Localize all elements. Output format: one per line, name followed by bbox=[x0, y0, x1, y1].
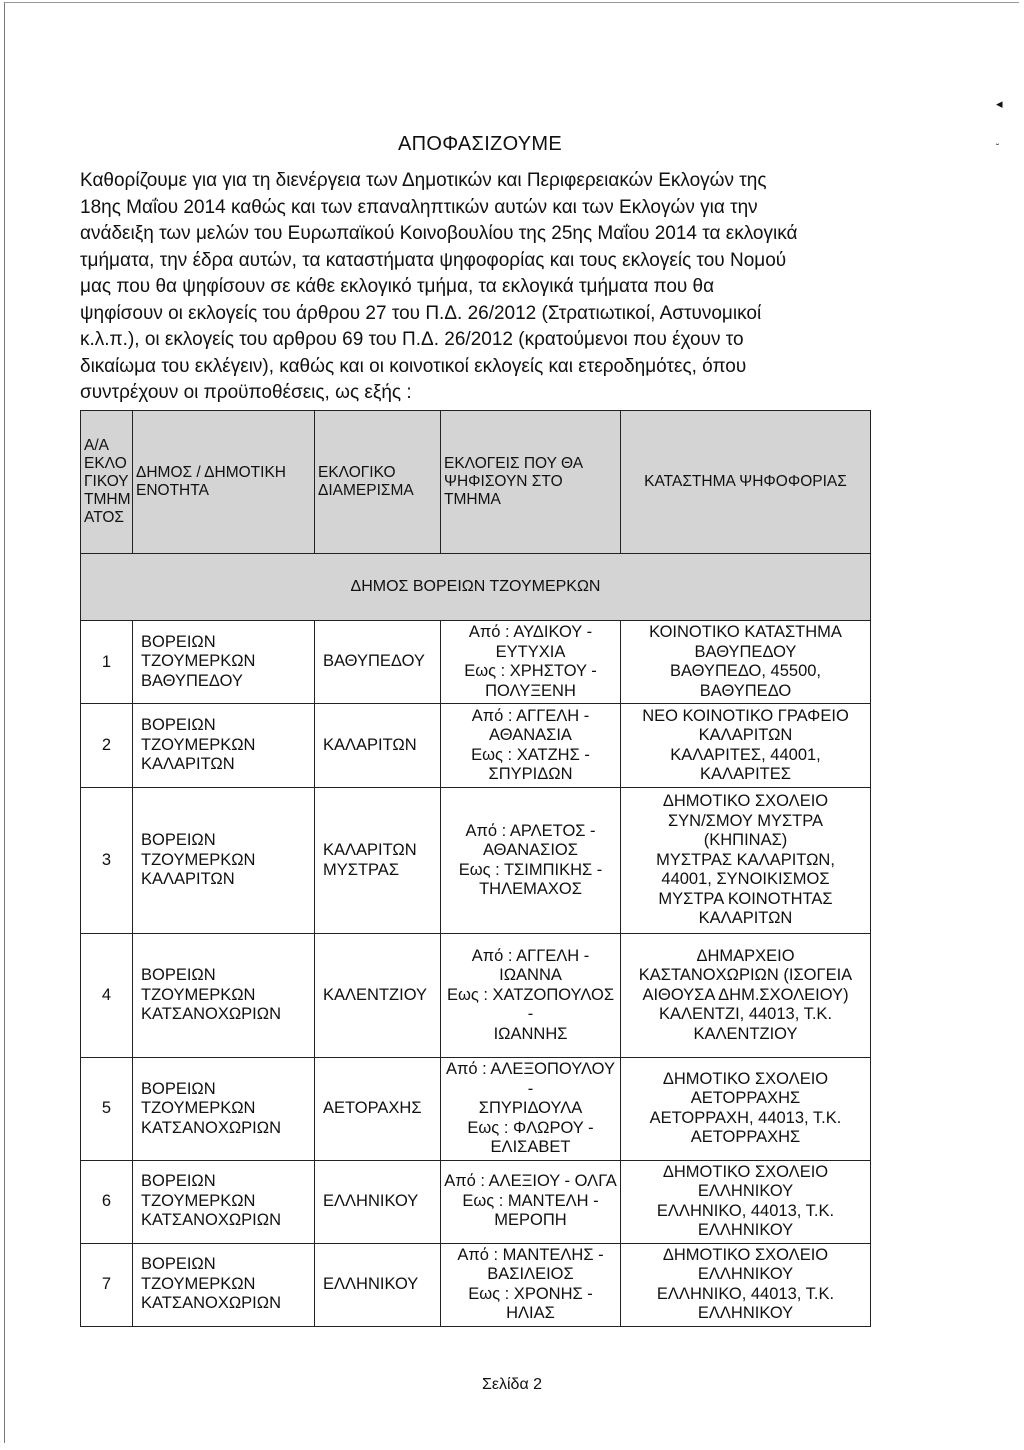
intro-line: συντρέχουν οι προϋποθέσεις, ως εξής : bbox=[80, 382, 412, 403]
row-district-cell: ΒΑΘΥΠΕΔΟΥ bbox=[315, 621, 441, 704]
row-voters-cell: Από : ΑΡΛΕΤΟΣ - ΑΘΑΝΑΣΙΟΣ Εως : ΤΣΙΜΠΙΚΗΣ - ΤΗΛΕΜΑΧΟΣ bbox=[441, 788, 621, 934]
table-row bbox=[81, 788, 871, 934]
row-station-cell: ΔΗΜΟΤΙΚΟ ΣΧΟΛΕΙΟ ΑΕΤΟΡΡΑΧΗΣ ΑΕΤΟΡΡΑΧΗ, 44013, Τ.Κ. ΑΕΤΟΡΡΑΧΗΣ bbox=[621, 1058, 871, 1161]
table-row bbox=[81, 621, 871, 704]
page-number: Σελίδα 2 bbox=[481, 1376, 543, 1393]
row-number-cell: 1 bbox=[81, 621, 133, 704]
table-row bbox=[81, 704, 871, 788]
row-unit-cell: ΒΟΡΕΙΩΝ ΤΖΟΥΜΕΡΚΩΝ ΚΑΤΣΑΝΟΧΩΡΙΩΝ bbox=[133, 1058, 315, 1161]
row-number-cell: 6 bbox=[81, 1160, 133, 1243]
table-row bbox=[81, 1243, 871, 1326]
intro-paragraph bbox=[80, 168, 870, 407]
row-station-cell: ΔΗΜΟΤΙΚΟ ΣΧΟΛΕΙΟ ΣΥΝ/ΣΜΟΥ ΜΥΣΤΡΑ (ΚΗΠΙΝΑΣ) ΜΥΣΤΡΑΣ ΚΑΛΑΡΙΤΩΝ, 44001, ΣΥΝΟΙΚΙΣΜΟΣ ΜΥΣΤΡΑ ΚΟΙΝΟΤΗΤΑΣ ΚΑΛΑΡΙΤΩΝ bbox=[621, 788, 871, 934]
polling-stations-table bbox=[80, 410, 871, 1327]
row-voters-cell: Από : ΑΥΔΙΚΟΥ - ΕΥΤΥΧΙΑ Εως : ΧΡΗΣΤΟΥ - ΠΟΛΥΞΕΝΗ bbox=[441, 621, 621, 704]
header-district: ΕΚΛΟΓΙΚΟ ΔΙΑΜΕΡΙΣΜΑ bbox=[315, 411, 441, 554]
row-station-cell: ΔΗΜΟΤΙΚΟ ΣΧΟΛΕΙΟ ΕΛΛΗΝΙΚΟΥ ΕΛΛΗΝΙΚΟ, 44013, Τ.Κ. ΕΛΛΗΝΙΚΟΥ bbox=[621, 1243, 871, 1326]
row-station-cell: ΔΗΜΟΤΙΚΟ ΣΧΟΛΕΙΟ ΕΛΛΗΝΙΚΟΥ ΕΛΛΗΝΙΚΟ, 44013, Τ.Κ. ΕΛΛΗΝΙΚΟΥ bbox=[621, 1160, 871, 1243]
table-row bbox=[81, 934, 871, 1058]
row-unit-cell: ΒΟΡΕΙΩΝ ΤΖΟΥΜΕΡΚΩΝ ΚΑΛΑΡΙΤΩΝ bbox=[133, 704, 315, 788]
row-district-cell: ΚΑΛΑΡΙΤΩΝ ΜΥΣΤΡΑΣ bbox=[315, 788, 441, 934]
table-header-row bbox=[81, 411, 871, 554]
row-unit-cell: ΒΟΡΕΙΩΝ ΤΖΟΥΜΕΡΚΩΝ ΚΑΤΣΑΝΟΧΩΡΙΩΝ bbox=[133, 1160, 315, 1243]
header-voters: ΕΚΛΟΓΕΙΣ ΠΟΥ ΘΑ ΨΗΦΙΣΟΥΝ ΣΤΟ ΤΜΗΜΑ bbox=[441, 411, 621, 554]
row-voters-cell: Από : ΑΓΓΕΛΗ - ΙΩΑΝΝΑ Εως : ΧΑΤΖΟΠΟΥΛΟΣ - ΙΩΑΝΝΗΣ bbox=[441, 934, 621, 1058]
row-district-cell: ΚΑΛΕΝΤΖΙΟΥ bbox=[315, 934, 441, 1058]
header-station: ΚΑΤΑΣΤΗΜΑ ΨΗΦΟΦΟΡΙΑΣ bbox=[621, 411, 871, 554]
row-number-cell: 2 bbox=[81, 704, 133, 788]
intro-line: τμήματα, την έδρα αυτών, τα καταστήματα ψηφοφορίας και τους εκλογείς του Νομού bbox=[80, 249, 787, 271]
table-row bbox=[81, 1058, 871, 1161]
intro-line: 18ης Μαΐου 2014 καθώς και των επαναληπτικών αυτών και των Εκλογών για την bbox=[80, 196, 758, 218]
row-station-cell: ΔΗΜΑΡΧΕΙΟ ΚΑΣΤΑΝΟΧΩΡΙΩΝ (ΙΣΟΓΕΙΑ ΑΙΘΟΥΣΑ ΔΗΜ.ΣΧΟΛΕΙΟΥ) ΚΑΛΕΝΤΖΙ, 44013, Τ.Κ. ΚΑΛΕΝΤΖΙΟΥ bbox=[621, 934, 871, 1058]
header-number: Α/Α ΕΚΛΟ ΓΙΚΟΥ ΤΜΗΜ ΑΤΟΣ bbox=[81, 411, 133, 554]
intro-line: ανάδειξη των μελών του Ευρωπαϊκού Κοινοβουλίου της 25ης Μαΐου 2014 τα εκλογικά bbox=[80, 223, 798, 244]
row-district-cell: ΕΛΛΗΝΙΚΟΥ bbox=[315, 1243, 441, 1326]
intro-line: κ.λ.π.), οι εκλογείς του αρθρου 69 του Π.Δ. 26/2012 (κρατούμενοι που έχουν το bbox=[80, 329, 744, 350]
row-station-cell: ΝΕΟ ΚΟΙΝΟΤΙΚΟ ΓΡΑΦΕΙΟ ΚΑΛΑΡΙΤΩΝ ΚΑΛΑΡΙΤΕΣ, 44001, ΚΑΛΑΡΙΤΕΣ bbox=[621, 704, 871, 788]
row-unit-cell: ΒΟΡΕΙΩΝ ΤΖΟΥΜΕΡΚΩΝ ΚΑΤΣΑΝΟΧΩΡΙΩΝ bbox=[133, 934, 315, 1058]
row-number-cell: 4 bbox=[81, 934, 133, 1058]
municipality-banner: ΔΗΜΟΣ ΒΟΡΕΙΩΝ ΤΖΟΥΜΕΡΚΩΝ bbox=[81, 554, 871, 621]
row-district-cell: ΑΕΤΟΡΑΧΗΣ bbox=[315, 1058, 441, 1161]
row-unit-cell: ΒΟΡΕΙΩΝ ΤΖΟΥΜΕΡΚΩΝ ΚΑΛΑΡΙΤΩΝ bbox=[133, 788, 315, 934]
municipality-banner-row bbox=[81, 554, 871, 621]
table-row bbox=[81, 1160, 871, 1243]
row-number-cell: 5 bbox=[81, 1058, 133, 1161]
row-voters-cell: Από : ΑΛΕΞΙΟΥ - ΟΛΓΑ Εως : ΜΑΝΤΕΛΗ - ΜΕΡΟΠΗ bbox=[441, 1160, 621, 1243]
row-district-cell: ΕΛΛΗΝΙΚΟΥ bbox=[315, 1160, 441, 1243]
row-district-cell: ΚΑΛΑΡΙΤΩΝ bbox=[315, 704, 441, 788]
row-station-cell: ΚΟΙΝΟΤΙΚΟ ΚΑΤΑΣΤΗΜΑ ΒΑΘΥΠΕΔΟΥ ΒΑΘΥΠΕΔΟ, 45500, ΒΑΘΥΠΕΔΟ bbox=[621, 621, 871, 704]
row-number-cell: 7 bbox=[81, 1243, 133, 1326]
row-voters-cell: Από : ΑΛΕΞΟΠΟΥΛΟΥ - ΣΠΥΡΙΔΟΥΛΑ Εως : ΦΛΩΡΟΥ - ΕΛΙΣΑΒΕΤ bbox=[441, 1058, 621, 1161]
header-municipality: ΔΗΜΟΣ / ΔΗΜΟΤΙΚΗ ΕΝΟΤΗΤΑ bbox=[133, 411, 315, 554]
intro-line: Καθορίζουμε για για τη διενέργεια των Δημοτικών και Περιφερειακών Εκλογών της bbox=[80, 170, 767, 191]
row-unit-cell: ΒΟΡΕΙΩΝ ΤΖΟΥΜΕΡΚΩΝ ΚΑΤΣΑΝΟΧΩΡΙΩΝ bbox=[133, 1243, 315, 1326]
scan-speck-icon: ˘ bbox=[996, 143, 1000, 154]
intro-line: δικαίωμα του εκλέγειν), καθώς και οι κοινοτικοί εκλογείς και ετεροδημότες, όπου bbox=[80, 355, 747, 377]
row-voters-cell: Από : ΜΑΝΤΕΛΗΣ - ΒΑΣΙΛΕΙΟΣ Εως : ΧΡΟΝΗΣ - ΗΛΙΑΣ bbox=[441, 1243, 621, 1326]
table-body bbox=[81, 621, 871, 1327]
row-voters-cell: Από : ΑΓΓΕΛΗ - ΑΘΑΝΑΣΙΑ Εως : ΧΑΤΖΗΣ - ΣΠΥΡΙΔΩΝ bbox=[441, 704, 621, 788]
intro-line: μας που θα ψηφίσουν σε κάθε εκλογικό τμήμα, τα εκλογικά τμήματα που θα bbox=[80, 276, 715, 297]
intro-line: ψηφίσουν οι εκλογείς του άρθρου 27 του Π.Δ. 26/2012 (Στρατιωτικοί, Αστυνομικοί bbox=[80, 302, 762, 324]
document-heading: ΑΠΟΦΑΣΙΖΟΥΜΕ bbox=[397, 133, 563, 155]
scan-mark-icon: ◂ bbox=[996, 96, 1003, 111]
row-unit-cell: ΒΟΡΕΙΩΝ ΤΖΟΥΜΕΡΚΩΝ ΒΑΘΥΠΕΔΟΥ bbox=[133, 621, 315, 704]
row-number-cell: 3 bbox=[81, 788, 133, 934]
